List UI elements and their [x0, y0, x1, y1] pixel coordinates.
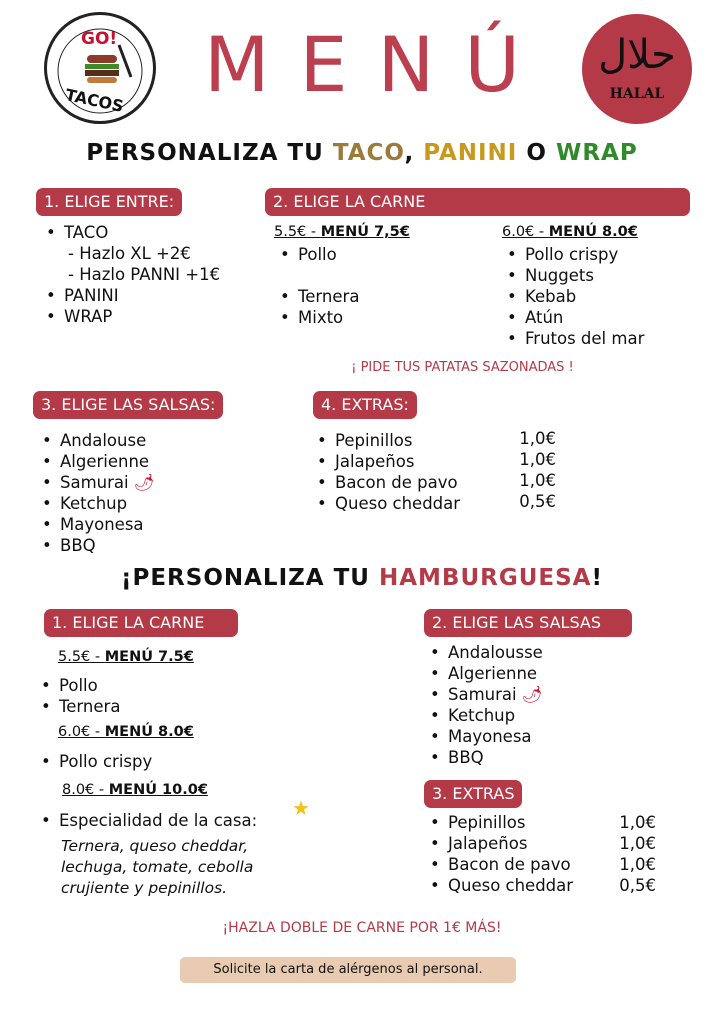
step3-pill: 3. ELIGE LAS SALSAS: [33, 391, 223, 419]
list-item: • Ternera [37, 696, 237, 717]
list-item: • BBQ [426, 747, 646, 768]
burger-step3-pill: 3. EXTRAS [424, 780, 522, 808]
price-heading [62, 782, 208, 798]
list-item: • Algerienne [38, 451, 258, 472]
step1-pill: 1. ELIGE ENTRE: [36, 188, 182, 216]
list-item: • Bacon de pavo [313, 472, 503, 493]
section2-heading [0, 565, 724, 591]
list-item: • Bacon de pavo [426, 854, 616, 875]
list-item: - Hazlo XL +2€ [68, 244, 191, 263]
halal-badge [582, 14, 692, 124]
menu-price: MENÚ 7,5€ [320, 224, 410, 240]
price-text: 5.5€ - [274, 224, 321, 240]
list-item: • Ternera [276, 286, 476, 307]
burger-meat-list-2 [37, 751, 237, 772]
page-title: MENÚ [203, 20, 551, 109]
list-item: • Pollo [276, 244, 476, 265]
extra-price: 1,0€ [619, 855, 656, 874]
burger-step2-pill: 2. ELIGE LAS SALSAS [424, 609, 632, 637]
list-item: • Kebab [503, 286, 703, 307]
list-item: • Queso cheddar [426, 875, 616, 896]
heading-wrap: WRAP [555, 140, 638, 166]
star-icon: ★ [292, 796, 310, 820]
extra-price: 0,5€ [619, 876, 656, 895]
burger-sauces-list [426, 642, 646, 768]
list-item: • Mixto [276, 307, 476, 328]
sauces-list [38, 430, 258, 556]
heading-panini: PANINI [423, 140, 518, 166]
extra-price: 1,0€ [619, 834, 656, 853]
heading-end: ! [591, 565, 603, 591]
sauce-label: Samurai [448, 685, 517, 704]
section1-heading [0, 140, 724, 166]
burger-step1-pill: 1. ELIGE LA CARNE [44, 609, 238, 637]
menu-price: MENÚ 10.0€ [108, 782, 208, 798]
list-item: • Algerienne [426, 663, 646, 684]
extras-list [313, 430, 503, 514]
extras-prices [500, 428, 556, 512]
extra-price: 0,5€ [519, 492, 556, 511]
list-item: • Especialidad de la casa: [37, 810, 307, 831]
logo-go-text: GO! [81, 29, 118, 49]
heading-text: PERSONALIZA TU [86, 140, 333, 166]
list-item: • Pollo crispy [503, 244, 703, 265]
burger-extras-prices [606, 812, 656, 896]
allergen-notice: Solicite la carta de alérgenos al personal. [180, 957, 516, 983]
list-item: • Mayonesa [38, 514, 258, 535]
burger-meat-list-1 [37, 675, 237, 717]
list-item: • Ketchup [38, 493, 258, 514]
heading-text: ¡PERSONALIZA TU [120, 565, 379, 591]
price-heading [58, 724, 194, 740]
price-heading [58, 649, 194, 665]
double-meat-note: ¡HAZLA DOBLE DE CARNE POR 1€ MÁS! [222, 920, 502, 936]
list-item: • PANINI [42, 285, 262, 306]
burger-meat-list-3 [37, 810, 307, 831]
heading-sep: O [517, 140, 556, 166]
list-item: • Mayonesa [426, 726, 646, 747]
fries-note: ¡ PIDE TUS PATATAS SAZONADAS ! [351, 360, 574, 375]
price-text: 8.0€ - [62, 782, 109, 798]
price-text: 5.5€ - [58, 649, 105, 665]
step1-list [42, 222, 262, 327]
list-spacer [276, 265, 476, 286]
heading-sep: , [404, 140, 424, 166]
list-item: • WRAP [42, 306, 262, 327]
halal-arabic: حلال [598, 32, 676, 78]
list-item: • Andalouse [38, 430, 258, 451]
list-item: • Andalousse [426, 642, 646, 663]
step2-pill: 2. ELIGE LA CARNE [265, 188, 690, 216]
logo-tacos-text: TACOS [63, 85, 126, 116]
meat-list-1 [276, 244, 476, 328]
list-item: • Pepinillos [313, 430, 503, 451]
menu-price: MENÚ 8.0€ [104, 724, 194, 740]
list-item: • Queso cheddar [313, 493, 503, 514]
chili-icon: 🌶 [133, 473, 155, 492]
extra-price: 1,0€ [619, 813, 656, 832]
menu-price: MENÚ 7.5€ [104, 649, 194, 665]
list-item: • Jalapeños [313, 451, 503, 472]
list-item: • Frutos del mar [503, 328, 703, 349]
list-item: • TACO [42, 222, 262, 243]
list-item: - Hazlo PANNI +1€ [68, 265, 221, 284]
menu-price: MENÚ 8.0€ [548, 224, 638, 240]
sauce-label: Samurai [60, 473, 129, 492]
chili-icon: 🌶 [521, 685, 543, 704]
list-item: • Pollo [37, 675, 237, 696]
extra-price: 1,0€ [519, 429, 556, 448]
list-item [38, 472, 258, 493]
list-item: • Pepinillos [426, 812, 616, 833]
heading-burger: HAMBURGUESA [379, 565, 592, 591]
list-item: • Pollo crispy [37, 751, 237, 772]
halal-label: HALAL [609, 86, 665, 102]
list-item: • Atún [503, 307, 703, 328]
price-heading [502, 224, 638, 240]
list-item: • Jalapeños [426, 833, 616, 854]
extra-price: 1,0€ [519, 471, 556, 490]
price-text: 6.0€ - [502, 224, 549, 240]
extra-price: 1,0€ [519, 450, 556, 469]
list-item [426, 684, 646, 705]
meat-list-2 [503, 244, 703, 349]
price-text: 6.0€ - [58, 724, 105, 740]
list-item: • Ketchup [426, 705, 646, 726]
heading-taco: TACO [332, 140, 405, 166]
burger-extras-list [426, 812, 616, 896]
list-item: • BBQ [38, 535, 258, 556]
list-item: • Nuggets [503, 265, 703, 286]
specialty-description: Ternera, queso cheddar, lechuga, tomate, cebolla crujiente y pepinillos. [61, 837, 254, 897]
price-heading [274, 224, 410, 240]
step4-pill: 4. EXTRAS: [313, 391, 417, 419]
